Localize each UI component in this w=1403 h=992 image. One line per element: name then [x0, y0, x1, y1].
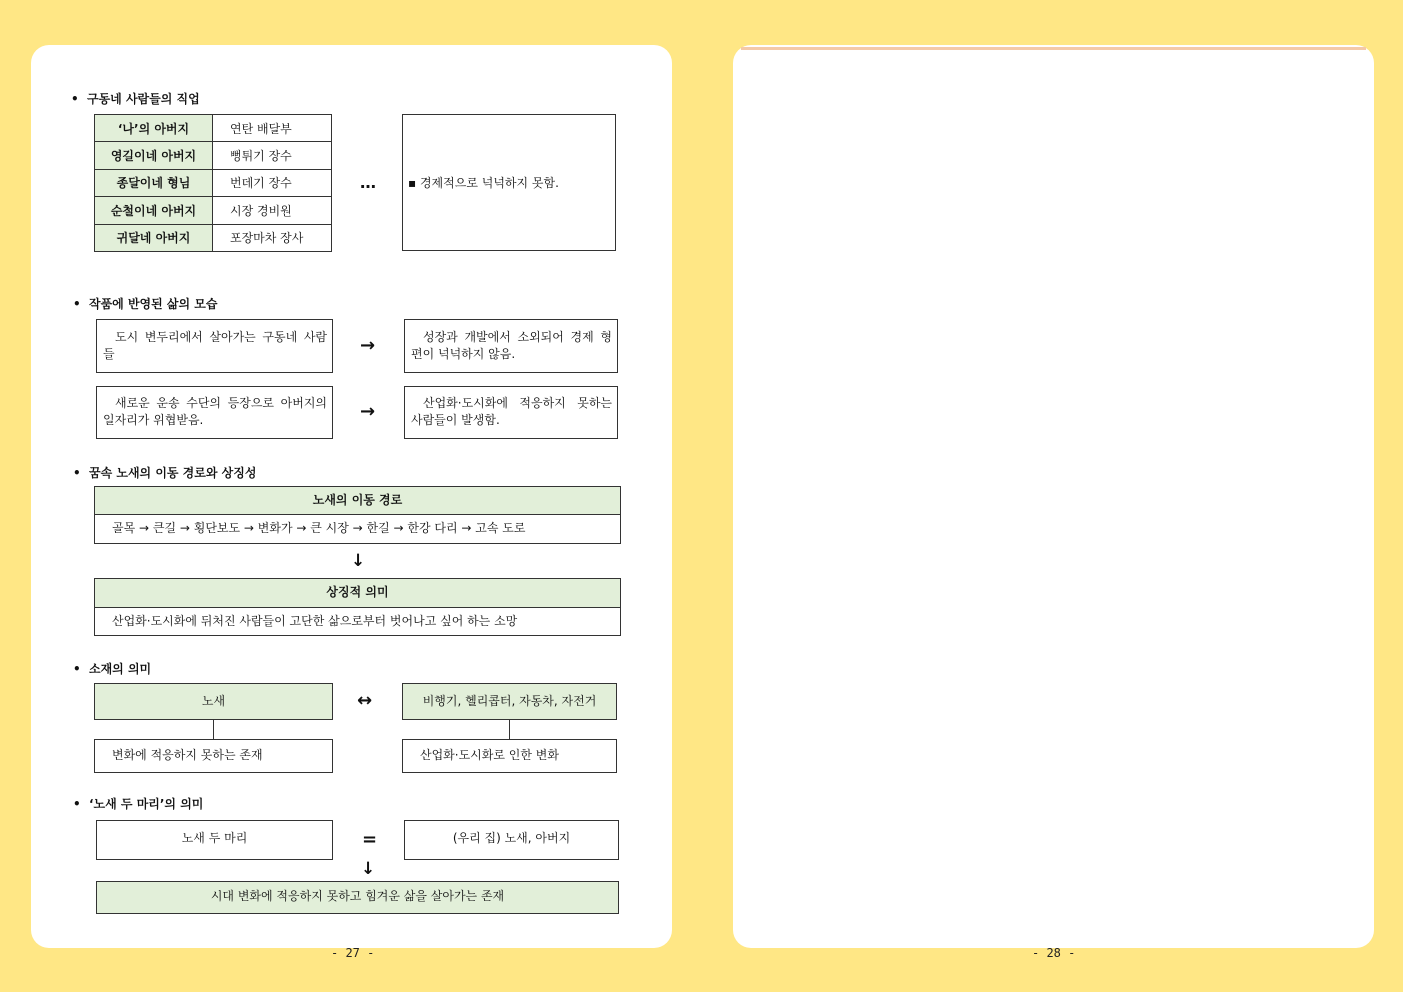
material-left-title: 노새 — [94, 683, 333, 720]
right-arrow-icon: → — [360, 401, 376, 422]
table-row: 귀달네 아버지 포장마차 장사 — [95, 224, 332, 251]
table-row: ‘나’의 아버지 연탄 배달부 — [95, 115, 332, 142]
mule-father-box: (우리 집) 노새, 아버지 — [404, 820, 619, 860]
right-arrow-icon: → — [360, 335, 376, 356]
material-right-desc: 산업화·도시화로 인한 변화 — [402, 739, 617, 773]
life-right-box-2: 산업화·도시화에 적응하지 못하는 사람들이 발생함. — [404, 386, 618, 439]
bullet: • — [73, 797, 81, 811]
page-right — [733, 45, 1374, 948]
table-row: 순철이네 아버지 시장 경비원 — [95, 197, 332, 224]
down-arrow-icon: ↓ — [361, 859, 376, 879]
section3-heading: • 꿈속 노새의 이동 경로와 상징성 — [73, 466, 257, 480]
jobs-result-box: ▪ 경제적으로 넉넉하지 못함. — [402, 114, 616, 251]
double-arrow-icon: ↔ — [357, 690, 373, 711]
ellipsis: … — [360, 173, 376, 192]
bullet: • — [73, 662, 81, 676]
jobs-table — [94, 114, 332, 252]
top-rule — [741, 47, 1366, 50]
route-title: 노새의 이동 경로 — [94, 486, 621, 515]
material-left-desc: 변화에 적응하지 못하는 존재 — [94, 739, 333, 773]
connector-line — [509, 719, 510, 739]
down-arrow-icon: ↓ — [351, 551, 366, 571]
meaning-content: 산업화·도시화에 뒤처진 사람들이 고단한 삶으로부터 벗어나고 싶어 하는 소망 — [94, 607, 621, 636]
section4-heading: • 소재의 의미 — [73, 662, 152, 676]
route-content: 골목 → 큰길 → 횡단보도 → 변화가 → 큰 시장 → 한길 → 한강 다리 → 고속 도로 — [94, 514, 621, 544]
two-mules-box: 노새 두 마리 — [96, 820, 333, 860]
material-right-title: 비행기, 헬리콥터, 자동차, 자전거 — [402, 683, 617, 720]
bullet: • — [73, 297, 81, 311]
section5-heading: • ‘노새 두 마리’의 의미 — [73, 797, 204, 811]
section2-heading: • 작품에 반영된 삶의 모습 — [73, 297, 218, 311]
page-number-left: - 27 - — [331, 946, 375, 960]
bullet: • — [71, 92, 79, 106]
table-row: 영길이네 아버지 뻥튀기 장수 — [95, 142, 332, 169]
equals-sign: = — [362, 829, 378, 850]
bullet: • — [73, 466, 81, 480]
life-right-box-1: 성장과 개발에서 소외되어 경제 형편이 넉넉하지 않음. — [404, 319, 618, 373]
page-number-right: - 28 - — [1032, 946, 1076, 960]
page-left — [31, 45, 672, 948]
meaning-title: 상징적 의미 — [94, 578, 621, 608]
connector-line — [213, 719, 214, 739]
life-left-box-1: 도시 변두리에서 살아가는 구동네 사람들 — [96, 319, 333, 373]
life-left-box-2: 새로운 운송 수단의 등장으로 아버지의 일자리가 위협받음. — [96, 386, 333, 439]
table-row: 종달이네 형님 번데기 장수 — [95, 169, 332, 196]
section1-heading: • 구동네 사람들의 직업 — [71, 92, 200, 106]
conclusion-box: 시대 변화에 적응하지 못하고 힘겨운 삶을 살아가는 존재 — [96, 881, 619, 914]
